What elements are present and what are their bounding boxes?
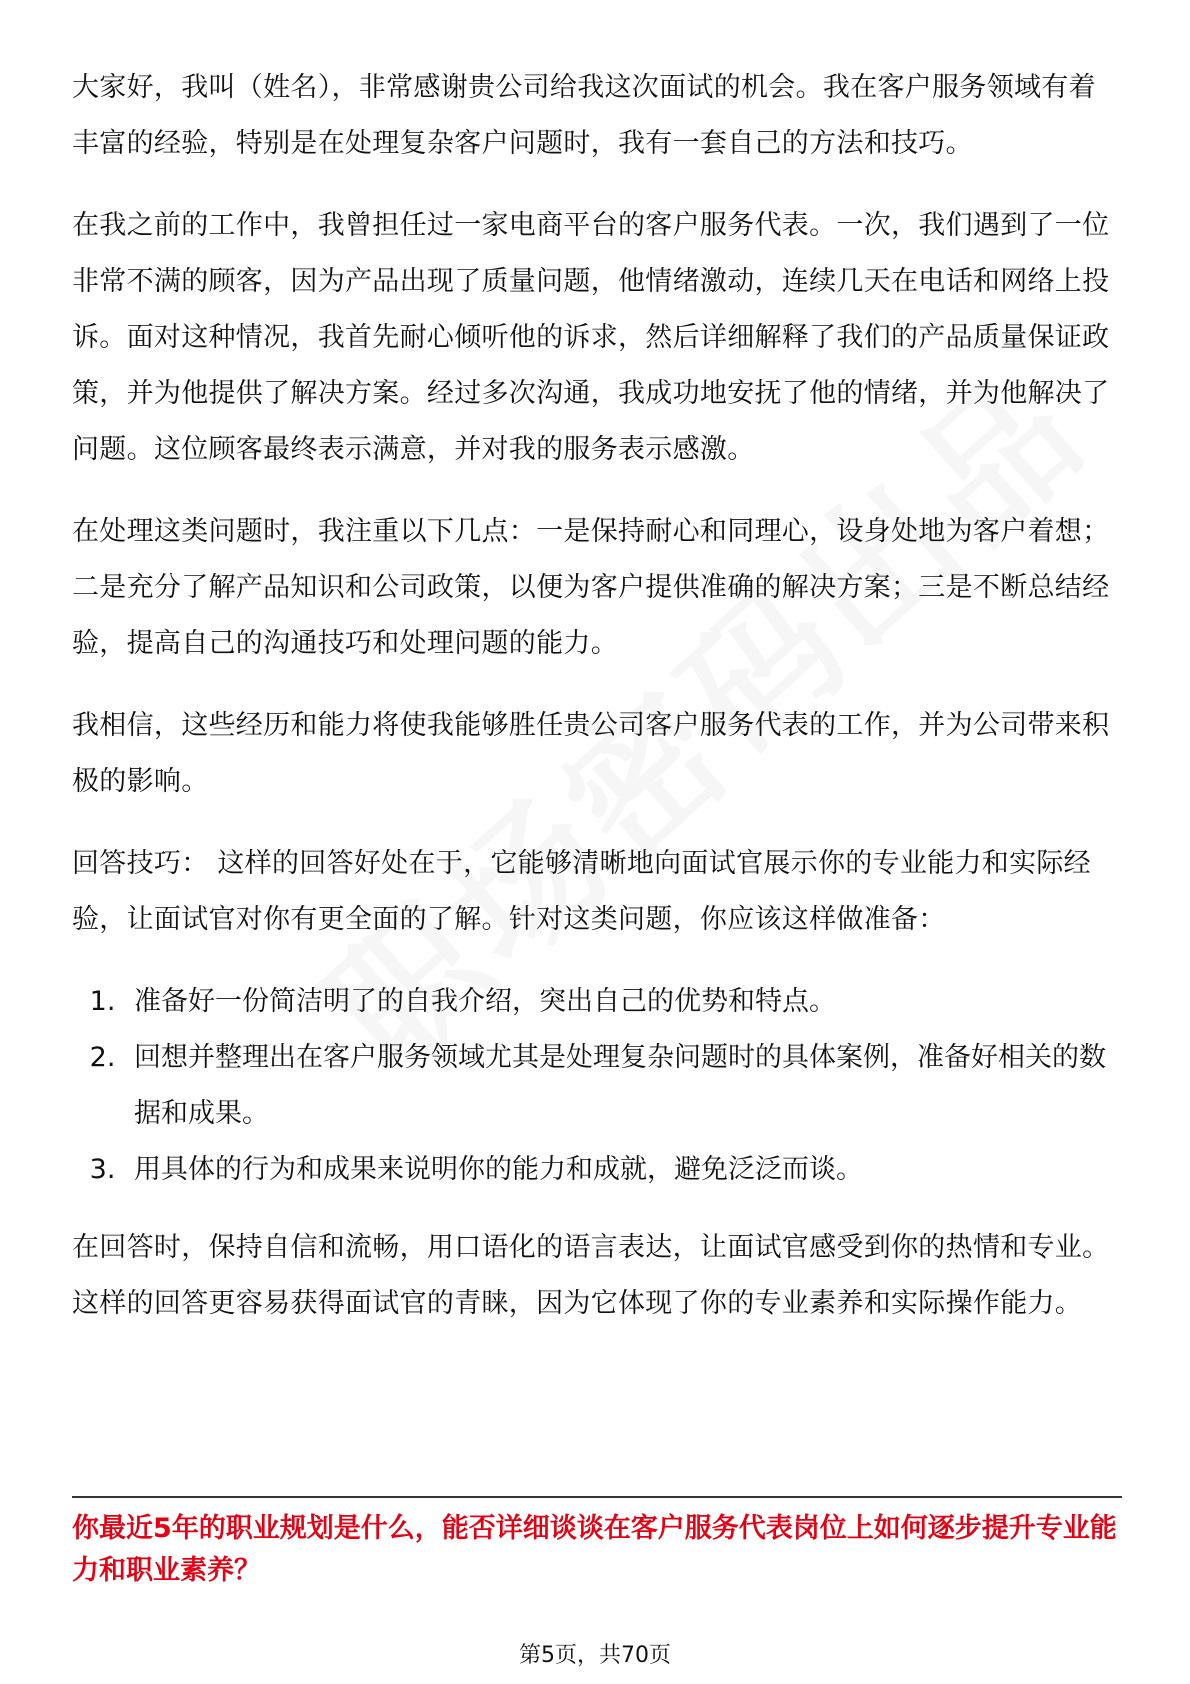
tips-list — [72, 974, 1122, 1198]
answer-paragraph-conclusion: 我相信，这些经历和能力将使我能够胜任贵公司客户服务代表的工作，并为公司带来积极的影响。 — [72, 710, 1110, 797]
answer-paragraph-greeting: 大家好，我叫（姓名），非常感谢贵公司给我这次面试的机会。我在客户服务领域有着丰富的经验，特别是在处理复杂客户问题时，我有一套自己的方法和技巧。 — [72, 72, 1096, 159]
tips-list-item: 1. 准备好一份简洁明了的自我介绍，突出自己的优势和特点。 — [124, 974, 1122, 1030]
tips-intro: 回答技巧： 这样的回答好处在于，它能够清晰地向面试官展示你的专业能力和实际经验，让面试官对你有更全面的了解。针对这类问题，你应该这样做准备： — [72, 848, 1091, 935]
section-divider — [72, 1496, 1122, 1498]
tips-list-item: 2. 回想并整理出在客户服务领域尤其是处理复杂问题时的具体案例，准备好相关的数据和成果。 — [124, 1030, 1122, 1142]
tips-closing: 在回答时，保持自信和流畅，用口语化的语言表达，让面试官感受到你的热情和专业。这样的回答更容易获得面试官的青睐，因为它体现了你的专业素养和实际操作能力。 — [72, 1232, 1110, 1319]
page-number: 第5页，共70页 — [519, 1643, 671, 1668]
next-question-heading: 你最近5年的职业规划是什么，能否详细谈谈在客户服务代表岗位上如何逐步提升专业能力和职业素养？ — [72, 1513, 1117, 1586]
answer-paragraph-key-points: 在处理这类问题时，我注重以下几点：一是保持耐心和同理心，设身处地为客户着想；二是充分了解产品知识和公司政策，以便为客户提供准确的解决方案；三是不断总结经验，提高自己的沟通技巧和处理问题的能力。 — [72, 516, 1110, 659]
answer-content — [72, 60, 1122, 1358]
tips-list-item: 3. 用具体的行为和成果来说明你的能力和成就，避免泛泛而谈。 — [124, 1142, 1122, 1198]
answer-paragraph-experience: 在我之前的工作中，我曾担任过一家电商平台的客户服务代表。一次，我们遇到了一位非常不满的顾客，因为产品出现了质量问题，他情绪激动，连续几天在电话和网络上投诉。面对这种情况，我首先耐心倾听他的诉求，然后详细解释了我们的产品质量保证政策，并为他提供了解决方案。经过多次沟通，我成功地安抚了他的情绪，并为他解决了问题。这位顾客最终表示满意，并对我的服务表示感激。 — [72, 210, 1110, 465]
